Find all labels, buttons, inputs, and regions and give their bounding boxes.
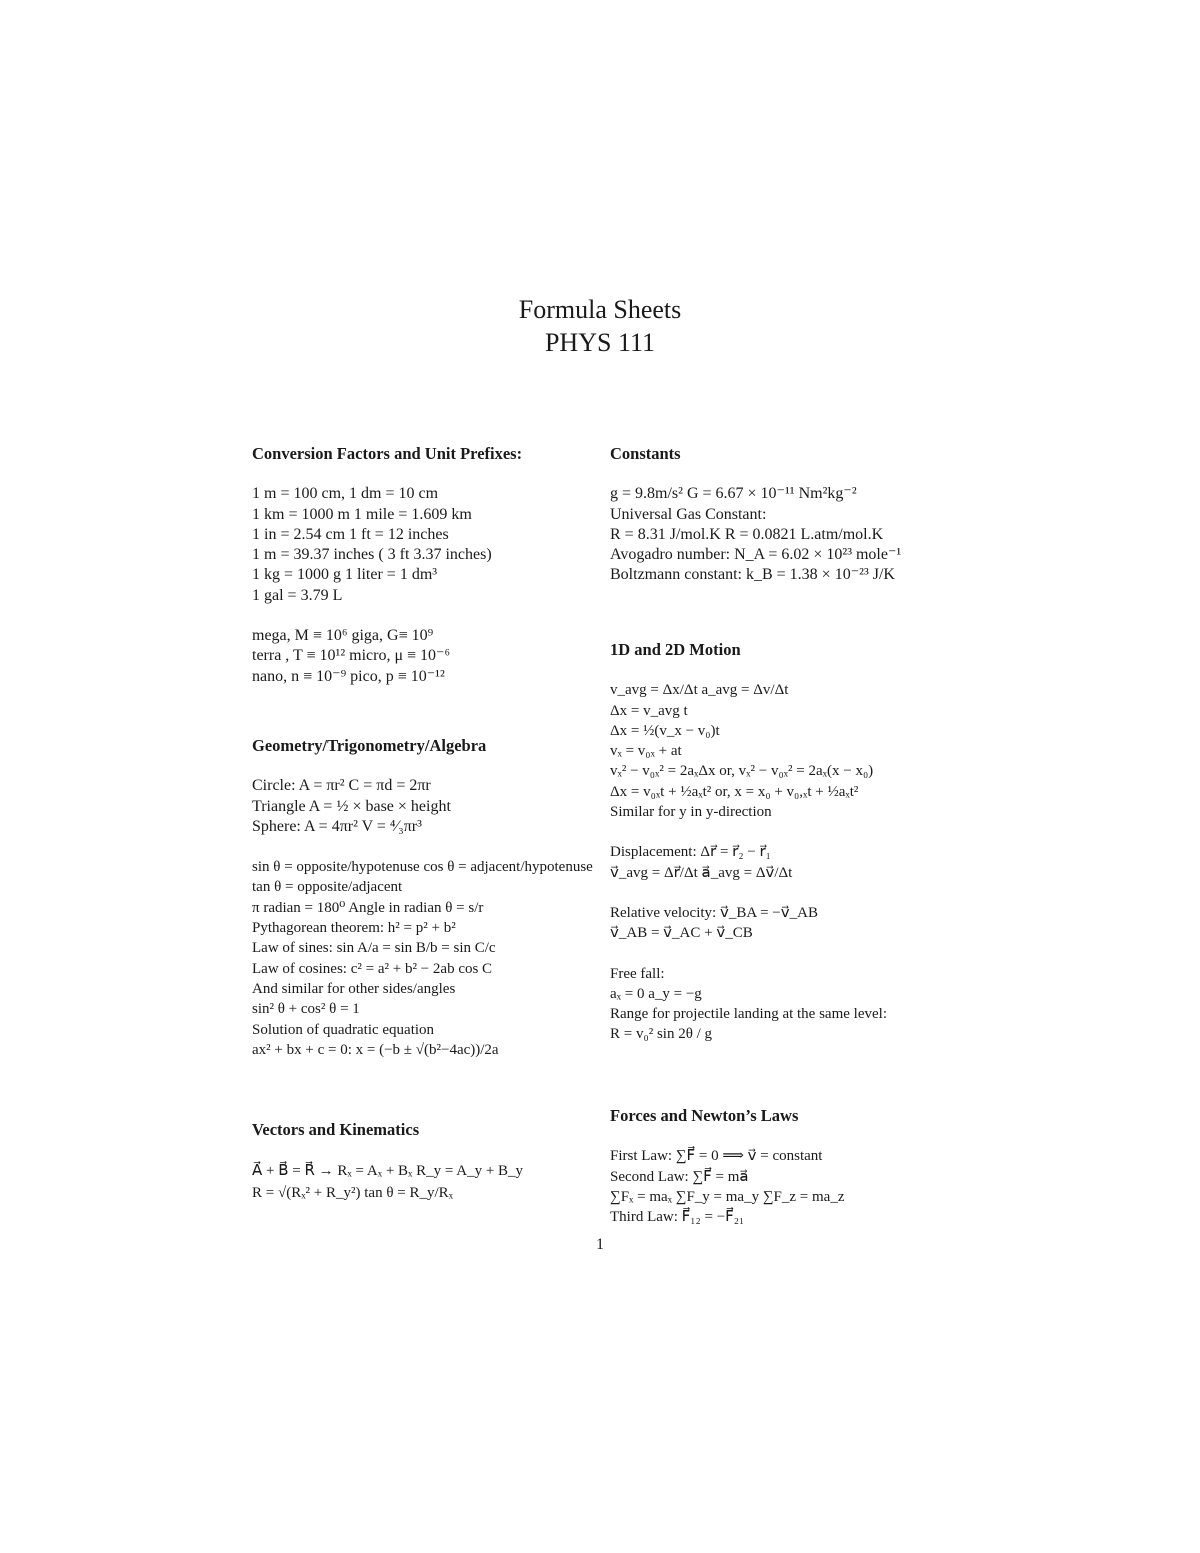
kinematics-lines	[610, 680, 970, 822]
vector-formulas	[252, 1160, 597, 1204]
kinematics-line: Δx = v₀ₓt + ½aₓt² or, x = x₀ + v₀,ₓt + ½aₓt²	[610, 783, 859, 800]
motion-heading: 1D and 2D Motion	[610, 640, 741, 659]
vector-formula: R = √(Rₓ² + R_y²) tan θ = R_y/Rₓ	[252, 1185, 453, 1202]
trig-formula: tan θ = opposite/adjacent	[252, 879, 403, 896]
trig-formula: ax² + bx + c = 0: x = (−b ± √(b²−4ac))/2a	[252, 1041, 499, 1058]
kinematics-line: Δx = ½(v_x − v₀)t	[610, 722, 720, 739]
vectors-heading: Vectors and Kinematics	[252, 1120, 420, 1139]
trig-formula: Solution of quadratic equation	[252, 1021, 435, 1038]
document-subtitle: PHYS 111	[544, 328, 656, 357]
freefall-line: Range for projectile landing at the same level:	[610, 1006, 887, 1023]
conversion-line: 1 kg = 1000 g 1 liter = 1 dm³	[252, 566, 438, 584]
kinematics-line: v_avg = Δx/Δt a_avg = Δv/Δt	[610, 682, 789, 699]
document-title-block	[0, 293, 1200, 359]
vectors-section	[252, 1120, 597, 1204]
constant-line: Avogadro number: N_A = 6.02 × 10²³ mole⁻¹	[610, 546, 902, 564]
relative-velocity-line: v⃗_AB = v⃗_AC + v⃗_CB	[610, 925, 753, 942]
shape-formulas	[252, 776, 597, 837]
page-number: 1	[596, 1236, 604, 1253]
forces-line: Third Law: F⃗₁₂ = −F⃗₂₁	[610, 1209, 745, 1226]
relative-velocity-lines	[610, 903, 970, 944]
shape-formula: Triangle A = ½ × base × height	[252, 797, 451, 815]
forces-line: Second Law: ∑F⃗ = ma⃗	[610, 1168, 749, 1185]
constants-lines	[610, 484, 970, 585]
freefall-line: Free fall:	[610, 965, 665, 982]
prefix-lines	[252, 626, 597, 687]
trig-formula: sin θ = opposite/hypotenuse cos θ = adjacent/hypotenuse	[252, 859, 593, 876]
conversion-lines	[252, 484, 597, 606]
relative-velocity-line: Relative velocity: v⃗_BA = −v⃗_AB	[610, 904, 818, 921]
geometry-heading: Geometry/Trigonometry/Algebra	[252, 736, 487, 755]
freefall-line: aₓ = 0 a_y = −g	[610, 985, 702, 1002]
constants-section	[610, 444, 970, 586]
geometry-section	[252, 736, 597, 1060]
trig-formula: π radian = 180⁰ Angle in radian θ = s/r	[252, 899, 484, 916]
trig-formulas	[252, 857, 597, 1060]
trig-formula: Pythagorean theorem: h² = p² + b²	[252, 920, 456, 937]
freefall-line: R = v₀² sin 2θ / g	[610, 1026, 713, 1043]
shape-formula: Sphere: A = 4πr² V = ⁴⁄₃πr³	[252, 817, 422, 835]
prefix-line: mega, M ≡ 10⁶ giga, G≡ 10⁹	[252, 627, 434, 645]
kinematics-line: vₓ = v₀ₓ + at	[610, 743, 682, 760]
constants-heading: Constants	[610, 444, 681, 463]
forces-line: First Law: ∑F⃗ = 0 ⟹ v⃗ = constant	[610, 1148, 823, 1165]
conversion-heading: Conversion Factors and Unit Prefixes:	[252, 444, 523, 463]
kinematics-line: Δx = v_avg t	[610, 702, 688, 719]
forces-line: ∑Fₓ = maₓ ∑F_y = ma_y ∑F_z = ma_z	[610, 1188, 845, 1205]
trig-formula: Law of sines: sin A/a = sin B/b = sin C/c	[252, 940, 496, 957]
prefix-line: terra , T ≡ 10¹² micro, μ ≡ 10⁻⁶	[252, 647, 451, 665]
kinematics-line: Similar for y in y-direction	[610, 804, 772, 821]
trig-formula: sin² θ + cos² θ = 1	[252, 1001, 360, 1018]
prefix-line: nano, n ≡ 10⁻⁹ pico, p ≡ 10⁻¹²	[252, 667, 445, 685]
shape-formula: Circle: A = πr² C = πd = 2πr	[252, 777, 431, 795]
forces-section	[610, 1106, 970, 1227]
vector-formula: A⃗ + B⃗ = R⃗ → Rₓ = Aₓ + Bₓ R_y = A_y + B_y	[252, 1163, 524, 1180]
conversion-line: 1 in = 2.54 cm 1 ft = 12 inches	[252, 525, 449, 543]
freefall-lines	[610, 964, 970, 1045]
constant-line: Boltzmann constant: k_B = 1.38 × 10⁻²³ J/K	[610, 566, 895, 584]
conversion-line: 1 m = 39.37 inches ( 3 ft 3.37 inches)	[252, 546, 492, 564]
constant-line: g = 9.8m/s² G = 6.67 × 10⁻¹¹ Nm²kg⁻²	[610, 485, 857, 503]
document-title: Formula Sheets	[518, 295, 682, 324]
conversion-line: 1 gal = 3.79 L	[252, 586, 343, 604]
conversion-section	[252, 444, 597, 687]
displacement-line: Displacement: Δr⃗ = r⃗₂ − r⃗₁	[610, 844, 771, 861]
trig-formula: And similar for other sides/angles	[252, 980, 456, 997]
conversion-line: 1 m = 100 cm, 1 dm = 10 cm	[252, 485, 439, 503]
conversion-line: 1 km = 1000 m 1 mile = 1.609 km	[252, 505, 472, 523]
trig-formula: Law of cosines: c² = a² + b² − 2ab cos C	[252, 960, 493, 977]
constant-line: Universal Gas Constant:	[610, 505, 767, 523]
kinematics-line: vₓ² − v₀ₓ² = 2aₓΔx or, vₓ² − v₀ₓ² = 2aₓ(x − x₀)	[610, 763, 874, 780]
constant-line: R = 8.31 J/mol.K R = 0.0821 L.atm/mol.K	[610, 525, 884, 543]
motion-section	[610, 640, 970, 1045]
displacement-line: v⃗_avg = Δr⃗/Δt a⃗_avg = Δv⃗/Δt	[610, 864, 793, 881]
displacement-lines	[610, 842, 970, 883]
forces-heading: Forces and Newton’s Laws	[610, 1106, 799, 1125]
forces-lines	[610, 1146, 970, 1227]
